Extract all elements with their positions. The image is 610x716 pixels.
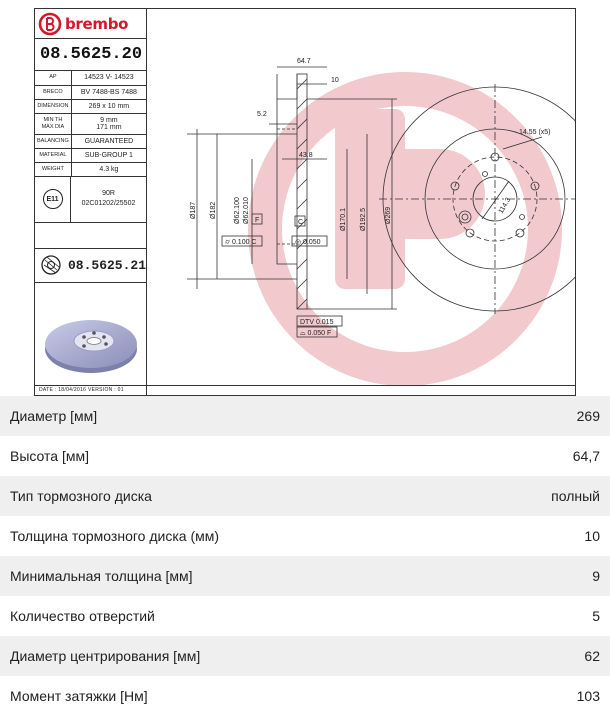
datum-c: C	[298, 219, 304, 226]
spec-value-line: 171 mm	[96, 123, 122, 131]
brand-logo	[35, 9, 146, 39]
property-label: Толщина тормозного диска (мм)	[10, 528, 220, 544]
spec-row	[35, 162, 146, 176]
property-label: Диаметр центрирования [мм]	[10, 648, 201, 664]
property-value: 9	[592, 568, 600, 584]
spec-key: BALANCING	[35, 134, 71, 148]
alt-part-number-block	[35, 249, 146, 283]
pcd-dimension: 114.3	[497, 196, 513, 215]
property-label: Момент затяжки [Нм]	[10, 688, 148, 704]
property-row	[0, 596, 610, 636]
datum-f: F	[255, 217, 260, 224]
property-label: Тип тормозного диска	[10, 488, 152, 504]
property-row	[0, 396, 610, 436]
characteristics-table	[0, 396, 610, 716]
spec-key: WEIGHT	[35, 162, 71, 176]
dim-thickness: 10	[331, 77, 339, 84]
property-value: 5	[592, 608, 600, 624]
tolerance-flatness: ⌓ 0.050 F	[300, 330, 332, 337]
bolt-hole-note: 14.55 (x5)	[519, 129, 551, 136]
property-value: полный	[551, 488, 600, 504]
coated-disc-icon	[40, 254, 62, 276]
spec-key: DIMENSION	[35, 99, 71, 113]
dia-bore-a: Ø62.100	[234, 197, 241, 224]
spec-value: GUARANTEED	[71, 134, 146, 148]
spec-value: SUB-GROUP 1	[71, 148, 146, 162]
property-row	[0, 636, 610, 676]
property-value: 103	[576, 688, 600, 704]
spec-key-line: MAX DIA	[41, 123, 65, 130]
property-value: 269	[576, 408, 600, 424]
spec-sidebar	[35, 9, 147, 395]
dia-269: Ø269	[385, 206, 392, 224]
spec-value: BV 7488-BS 7488	[71, 85, 146, 99]
spec-key: BRECO	[35, 85, 71, 99]
spec-key: MATERIAL	[35, 148, 71, 162]
property-row	[0, 516, 610, 556]
spec-row	[35, 71, 146, 85]
dia-170: Ø170.1	[340, 208, 347, 231]
alt-part-number: 08.5625.21	[67, 257, 146, 273]
dia-bore-b: Ø62.010	[243, 197, 250, 224]
disc-flange	[297, 74, 307, 309]
brembo-logo-icon	[38, 12, 62, 36]
approval-code: 02C01202/25502	[81, 200, 136, 207]
approval-block	[35, 177, 146, 223]
property-value: 64,7	[572, 448, 600, 464]
spec-row	[35, 113, 146, 134]
property-label: Количество отверстий	[10, 608, 155, 624]
spec-value: 4.3 kg	[71, 162, 146, 176]
property-value: 62	[584, 648, 600, 664]
disc-technical-drawing	[147, 9, 576, 387]
dim-hat: 5.2	[257, 111, 267, 118]
tolerance-concentricity: ◎ 0.050	[295, 239, 321, 246]
tolerance-runout: ⌭ 0.100 C	[225, 239, 257, 246]
property-row	[0, 676, 610, 716]
property-row	[0, 436, 610, 476]
spec-key: AP	[35, 71, 71, 85]
property-label: Диаметр [мм]	[10, 408, 98, 424]
spec-value: 14523 V- 14523	[71, 71, 146, 85]
dia-182: Ø182	[210, 201, 217, 219]
dia-187: Ø187	[190, 201, 197, 219]
tolerance-dtv: DTV 0.015	[300, 319, 334, 326]
e11-approval-icon: E11	[43, 189, 63, 209]
technical-drawing-sheet	[34, 8, 576, 396]
dim-depth: 43.8	[299, 152, 313, 159]
dim-width: 64.7	[297, 58, 311, 65]
section-outline	[277, 74, 297, 99]
brand-name: brembo	[65, 14, 129, 33]
drawing-footer: DATE : 18/04/2016 VERSION : 01	[35, 385, 575, 395]
spec-key	[35, 113, 71, 134]
spec-value-line: 9 mm	[100, 116, 118, 124]
spec-row	[35, 99, 146, 113]
spec-table	[35, 71, 146, 177]
spec-value	[71, 113, 146, 134]
spec-value: 269 x 10 mm	[71, 99, 146, 113]
property-value: 10	[584, 528, 600, 544]
spec-key-line: MIN TH	[43, 116, 63, 123]
spec-row	[35, 134, 146, 148]
dia-192: Ø192.5	[360, 208, 367, 231]
disc-thumbnail-image	[39, 309, 143, 379]
property-label: Высота [мм]	[10, 448, 89, 464]
part-number: 08.5625.20	[35, 39, 146, 71]
approval-line: 90R	[102, 190, 115, 197]
spec-row	[35, 85, 146, 99]
spec-row	[35, 148, 146, 162]
property-label: Минимальная толщина [мм]	[10, 568, 193, 584]
property-row	[0, 476, 610, 516]
property-row	[0, 556, 610, 596]
